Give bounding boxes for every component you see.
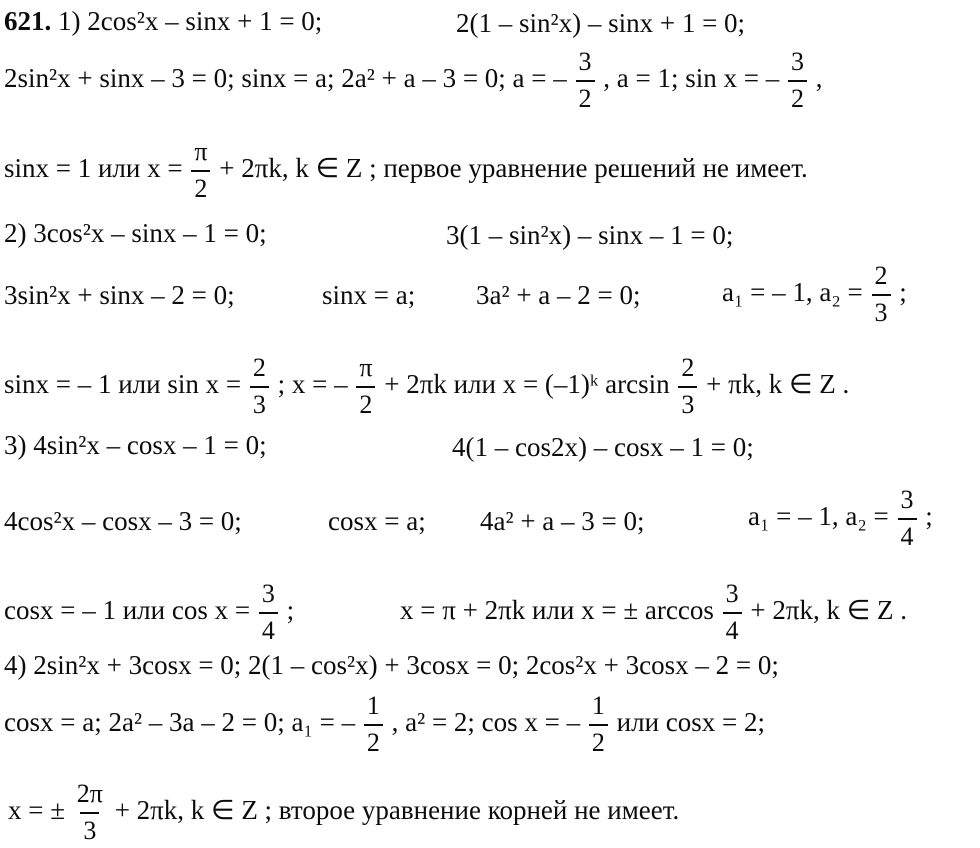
denominator: 2 — [788, 80, 807, 114]
p1-l3a: sinx = 1 или x = — [4, 152, 183, 183]
p2-l2b: sinx = a; — [322, 280, 416, 310]
fraction — [259, 580, 278, 645]
numerator: 3 — [725, 579, 739, 608]
p2-l2e: ; — [899, 276, 907, 307]
denominator: 2 — [191, 170, 210, 204]
p3-l2-roots — [748, 486, 933, 551]
p4-label: 4) — [4, 650, 27, 680]
numerator: 2 — [252, 353, 266, 382]
denominator: 3 — [678, 386, 697, 420]
denominator: 3 — [80, 812, 99, 846]
fraction — [191, 138, 210, 203]
fraction — [250, 354, 269, 419]
p1-l2c: , — [815, 62, 823, 93]
fraction — [898, 486, 917, 551]
p3-line3a — [4, 580, 294, 645]
p3-l3c: x = π + 2πk или x = ± arccos — [400, 594, 714, 625]
p3-eq2: 4(1 – cos2x) – cosx – 1 = 0; — [452, 432, 754, 462]
denominator: 2 — [589, 724, 608, 758]
p4-l3b: + 2πk, k ∈ Z ; второе уравнение корней не имеет. — [114, 794, 680, 825]
p4-l2a: cosx = a; 2a² – 3a – 2 = 0; a₁ = – — [4, 706, 356, 737]
p3-label: 3) — [4, 430, 27, 460]
p2-eq1: 3cos²x – sinx – 1 = 0; — [33, 218, 267, 248]
p3-l2a: 4cos²x – cosx – 3 = 0; — [4, 506, 242, 536]
p2-line1 — [4, 220, 267, 247]
fraction — [364, 692, 383, 757]
numerator: π — [359, 353, 373, 382]
fraction — [788, 48, 807, 113]
p2-l3b: ; x = – — [277, 368, 348, 399]
p4-line1 — [4, 652, 779, 679]
p1-l2a: 2sin²x + sinx – 3 = 0; sinx = a; 2a² + a – 3 = 0; a = – — [4, 62, 567, 93]
fraction — [723, 580, 742, 645]
p4-l1: 2sin²x + 3cosx = 0; 2(1 – cos²x) + 3cosx = 0; 2cos²x + 3cosx – 2 = 0; — [33, 650, 779, 680]
fraction — [678, 354, 697, 419]
denominator: 4 — [898, 518, 917, 552]
denominator: 2 — [364, 724, 383, 758]
fraction — [589, 692, 608, 757]
p1-l2b: , a = 1; sin x = – — [603, 62, 780, 93]
denominator: 3 — [872, 294, 891, 328]
p1-line2 — [4, 48, 822, 113]
task-number: 621. — [4, 6, 52, 36]
numerator: π — [194, 137, 208, 166]
numerator: 2π — [76, 779, 103, 808]
p3-l3a: cosx = – 1 или cos x = — [4, 594, 251, 625]
p4-l2c: или cosx = 2; — [616, 706, 765, 737]
numerator: 3 — [900, 485, 914, 514]
numerator: 1 — [591, 691, 605, 720]
denominator: 4 — [259, 612, 278, 646]
p3-l2c: 4a² + a – 3 = 0; — [480, 506, 645, 536]
numerator: 3 — [261, 579, 275, 608]
p3-line3b — [400, 580, 907, 645]
p1-eq2: 2(1 – sin²x) – sinx + 1 = 0; — [456, 8, 746, 38]
p2-l2d: a₁ = – 1, a₂ = — [722, 276, 863, 307]
fraction — [872, 262, 891, 327]
p1-l3b: + 2πk, k ∈ Z ; первое уравнение решений не имеет. — [219, 152, 808, 183]
p2-l3d: + πk, k ∈ Z . — [706, 368, 850, 399]
p3-line1 — [4, 432, 267, 459]
numerator: 2 — [874, 261, 888, 290]
p2-label: 2) — [4, 218, 27, 248]
p3-l2e: ; — [925, 500, 933, 531]
denominator: 2 — [356, 386, 375, 420]
fraction — [356, 354, 375, 419]
denominator: 3 — [250, 386, 269, 420]
p2-l2-roots — [722, 262, 907, 327]
p2-l3a: sinx = – 1 или sin x = — [4, 368, 242, 399]
p4-l3a: x = ± — [8, 794, 66, 825]
fraction — [576, 48, 595, 113]
numerator: 2 — [681, 353, 695, 382]
p1-label: 1) — [58, 6, 81, 36]
p3-l2d: a₁ = – 1, a₂ = — [748, 500, 889, 531]
p1-line1 — [4, 8, 322, 35]
fraction — [74, 780, 106, 845]
p3-l3d: + 2πk, k ∈ Z . — [750, 594, 907, 625]
numerator: 3 — [578, 47, 592, 76]
p2-l3c: + 2πk или x = (–1)ᵏ arcsin — [384, 368, 670, 399]
p2-l2a: 3sin²x + sinx – 2 = 0; — [4, 280, 235, 310]
p1-eq1: 2cos²x – sinx + 1 = 0; — [87, 6, 323, 36]
p2-l2c: 3a² + a – 2 = 0; — [476, 280, 641, 310]
denominator: 4 — [723, 612, 742, 646]
numerator: 3 — [790, 47, 804, 76]
p3-eq1: 4sin²x – cosx – 1 = 0; — [33, 430, 267, 460]
p2-eq2: 3(1 – sin²x) – sinx – 1 = 0; — [446, 220, 734, 250]
p4-line2 — [4, 692, 765, 757]
p4-line3 — [8, 780, 679, 845]
p3-l2b: cosx = a; — [328, 506, 426, 536]
p1-line3 — [4, 138, 808, 203]
p3-l3b: ; — [286, 594, 295, 625]
p4-l2b: , a² = 2; cos x = – — [391, 706, 581, 737]
p2-line3 — [4, 354, 849, 419]
numerator: 1 — [366, 691, 380, 720]
denominator: 2 — [576, 80, 595, 114]
